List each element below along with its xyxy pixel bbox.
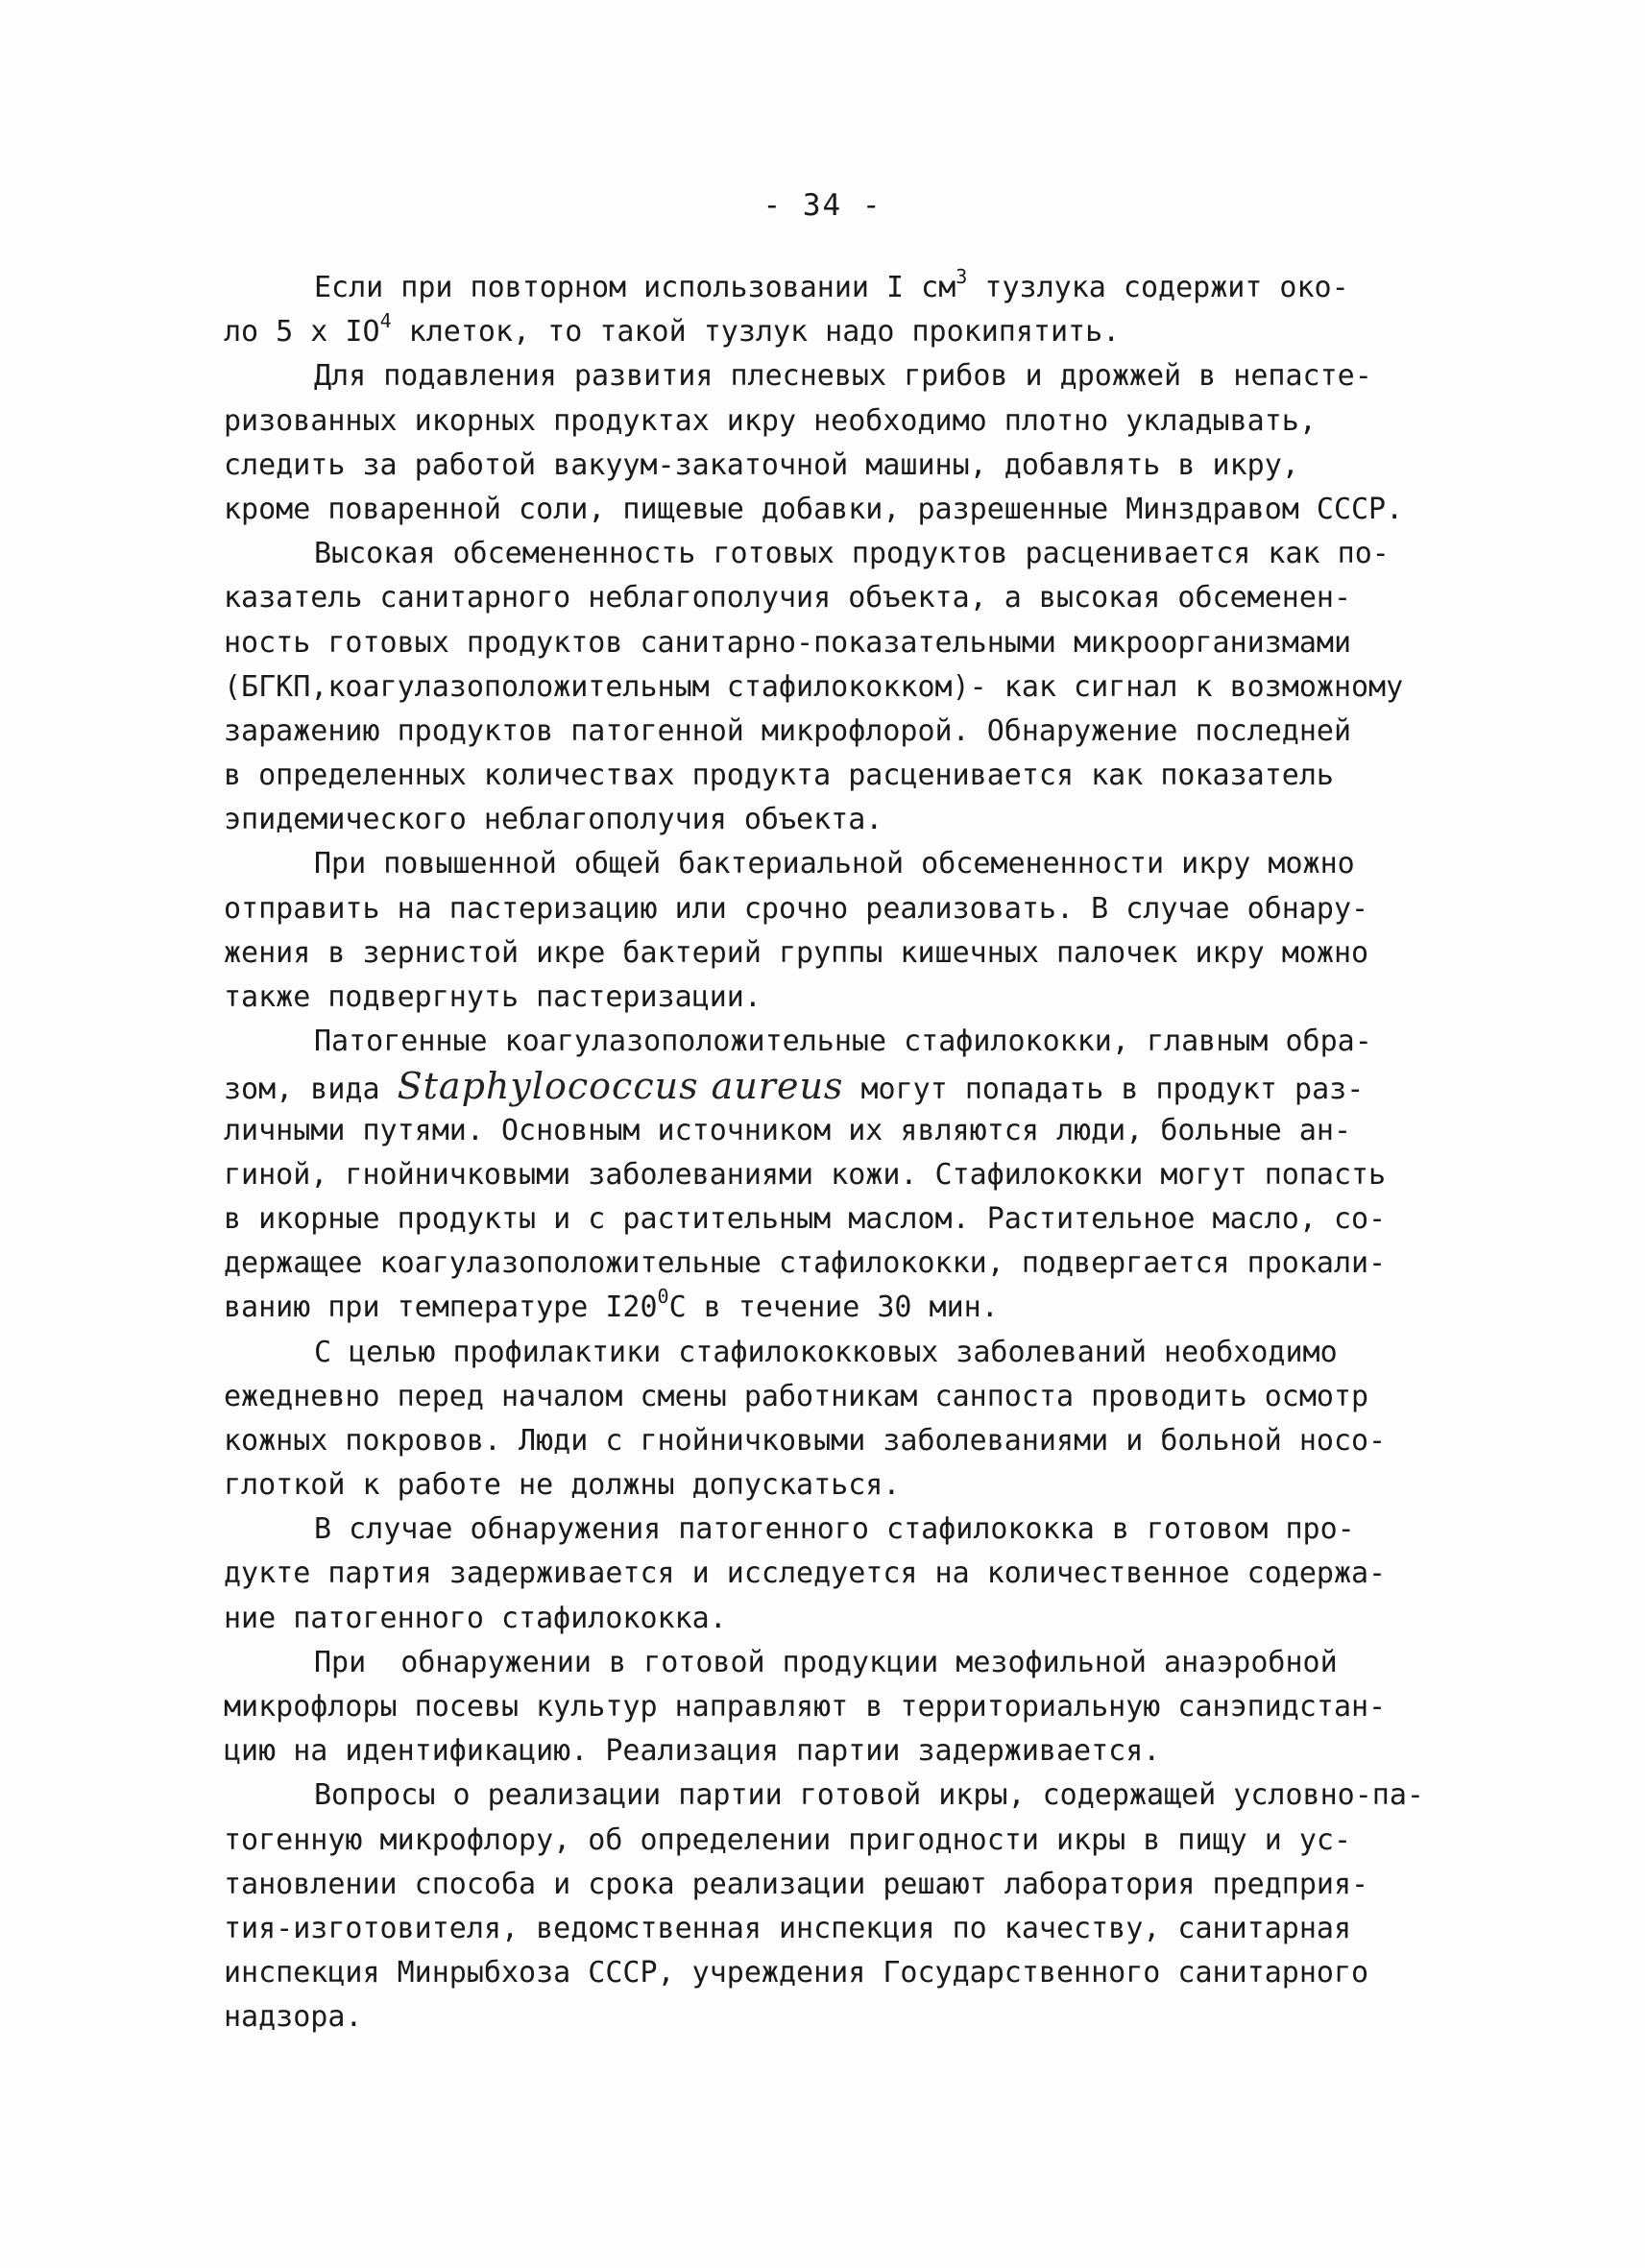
text-line: Высокая обсемененность готовых продуктов расценивается как по- <box>314 537 1390 571</box>
text-line: дукте партия задерживается и исследуется на количественное содержа- <box>224 1556 1387 1591</box>
text-line: тия-изготовителя, ведомственная инспекция по качеству, санитарная <box>224 1911 1351 1945</box>
text-line: держащее коагулазоположительные стафилококки, подвергается прокали- <box>224 1246 1387 1281</box>
page-number: - 34 - <box>762 188 883 223</box>
text-line: Вопросы о реализации партии готовой икры, содержащей условно-па- <box>314 1778 1424 1813</box>
text-line: в определенных количествах продукта расценивается как показатель <box>224 759 1334 793</box>
text-line: следить за работой вакуум-закаточной машины, добавлять в икру, <box>224 447 1299 482</box>
text-line: тогенную микрофлору, об определении пригодности икры в пищу и ус- <box>224 1822 1351 1857</box>
text-line: (БГКП,коагулазоположительным стафилококком)- как сигнал к возможному <box>224 669 1404 704</box>
text-line: Патогенные коагулазоположительные стафилококки, главным обра- <box>314 1025 1372 1059</box>
text-line: ежедневно перед началом смены работникам санпоста проводить осмотр <box>224 1379 1369 1413</box>
text-line: эпидемического неблагополучия объекта. <box>224 803 883 837</box>
text-line: кроме поваренной соли, пищевые добавки, разрешенные Минздравом СССР. <box>224 492 1404 526</box>
text-line: в икорные продукты и с растительным маслом. Растительное масло, со- <box>224 1201 1387 1236</box>
text-line: Если при повторном использовании I $см^3$ тузлука содержит око- <box>314 265 1349 304</box>
text-line: кожных покровов. Люди с гнойничковыми заболеваниями и больной носо- <box>224 1423 1387 1458</box>
text-line: При повышенной общей бактериальной обсемененности икру можно <box>314 847 1355 881</box>
text-line: ризованных икорных продуктах икру необходимо плотно укладывать, <box>224 403 1317 438</box>
text-line: также подвергнуть пастеризации. <box>224 980 762 1014</box>
text-line: надзора. <box>224 2000 363 2035</box>
text-line: заражению продуктов патогенной микрофлорой. Обнаружение последней <box>224 713 1351 748</box>
handwritten-species-name: Staphylococcus aureus <box>397 1065 844 1108</box>
text-line: казатель санитарного неблагополучия объекта, а высокая обсеменен- <box>224 581 1351 615</box>
text-line: ность готовых продуктов санитарно-показательными микроорганизмами <box>224 625 1351 660</box>
superscript: 3 <box>956 265 968 288</box>
text-line: инспекция Минрыбхоза СССР, учреждения Государственного санитарного <box>224 1956 1369 1991</box>
text-line: жения в зернистой икре бактерий группы кишечных палочек икру можно <box>224 935 1369 970</box>
text-line: микрофлоры посевы культур направляют в территориальную санэпидстан- <box>224 1690 1387 1724</box>
text-line: отправить на пастеризацию или срочно реализовать. В случае обнару- <box>224 891 1369 926</box>
text-line: ванию при температуре $I20^0С$ в течение 30 мин. <box>224 1285 999 1325</box>
text-line: С целью профилактики стафилококковых заболеваний необходимо <box>314 1335 1338 1369</box>
body-text <box>224 266 1463 2040</box>
superscript: 4 <box>379 309 392 333</box>
text-line: цию на идентификацию. Реализация партии задерживается. <box>224 1734 1161 1769</box>
text-line: тановлении способа и срока реализации решают лаборатория предприя- <box>224 1867 1369 1901</box>
superscript: 0 <box>657 1285 669 1309</box>
text-line: личными путями. Основным источником их являются люди, больные ан- <box>224 1113 1351 1147</box>
text-line: ло 5 х $IO^4$ клеток, то такой тузлук надо прокипятить. <box>224 309 1121 350</box>
text-line: глоткой к работе не должны допускаться. <box>224 1468 901 1503</box>
text-line: В случае обнаружения патогенного стафилококка в готовом про- <box>314 1512 1355 1547</box>
text-line: ние патогенного стафилококка. <box>224 1601 727 1635</box>
text-line: зом, вида Staphylococcus aureus могут попадать в продукт раз- <box>224 1065 1365 1108</box>
text-line: При обнаружении в готовой продукции мезофильной анаэробной <box>314 1645 1338 1679</box>
text-line: гиной, гнойничковыми заболеваниями кожи. Стафилококки могут попасть <box>224 1157 1387 1192</box>
text-line: Для подавления развития плесневых грибов и дрожжей в непасте- <box>314 359 1372 394</box>
